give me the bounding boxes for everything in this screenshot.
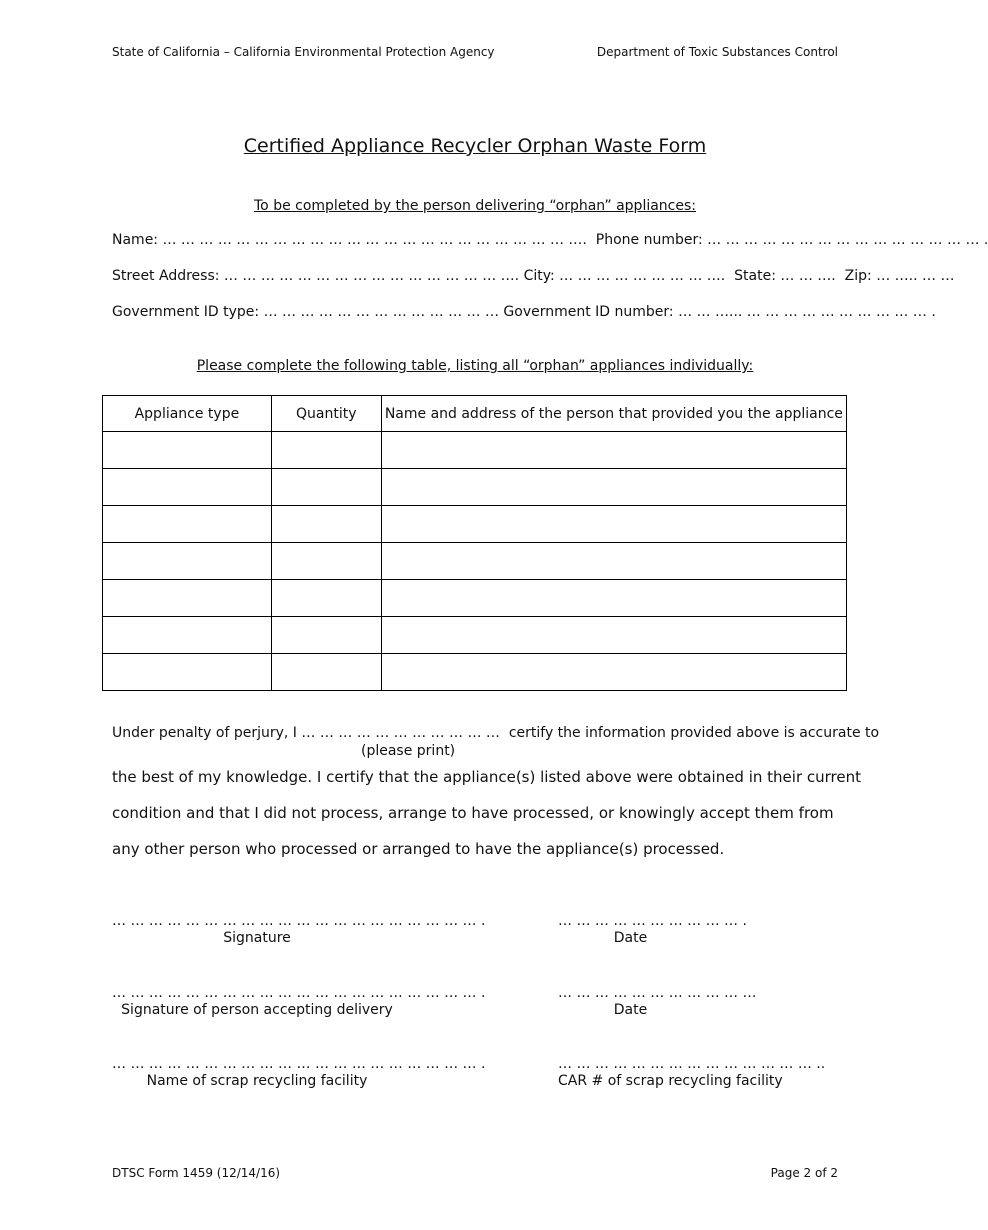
- table-row: [103, 469, 847, 506]
- appliance-type-cell[interactable]: [103, 543, 272, 580]
- signature-label: Signature: [223, 930, 291, 946]
- appliance-type-cell[interactable]: [103, 469, 272, 506]
- street-label: Street Address:: [112, 268, 220, 284]
- appliance-type-cell[interactable]: [103, 432, 272, 469]
- section2-heading: Please complete the following table, listing all “orphan” appliances individually:: [196, 358, 754, 374]
- certification-line-4: any other person who processed or arranged to have the appliance(s) processed.: [112, 840, 725, 858]
- gov-id-number-label: Government ID number:: [503, 304, 674, 320]
- table-row: [103, 506, 847, 543]
- table-row: [103, 654, 847, 691]
- name-label: Name:: [112, 232, 159, 248]
- column-header-appliance-type: Appliance type: [103, 396, 272, 432]
- gov-id-type-field[interactable]: … … … … … … … … … … … … …: [263, 304, 499, 320]
- facility-name-field[interactable]: … … … … … … … … … … … … … … … … … … … … .: [112, 1056, 486, 1072]
- state-field[interactable]: … … ….: [780, 268, 836, 284]
- quantity-cell[interactable]: [271, 617, 381, 654]
- zip-field[interactable]: … ….. … …: [876, 268, 955, 284]
- date-field-1[interactable]: … … … … … … … … … … .: [558, 913, 747, 929]
- provider-cell[interactable]: [381, 432, 846, 469]
- appliance-type-cell[interactable]: [103, 654, 272, 691]
- table-row: [103, 617, 847, 654]
- appliance-type-cell[interactable]: [103, 617, 272, 654]
- accepting-signature-label: Signature of person accepting delivery: [121, 1002, 393, 1018]
- header-agency: State of California – California Environmental Protection Agency: [112, 45, 495, 59]
- provider-cell[interactable]: [381, 469, 846, 506]
- date-field-2[interactable]: … … … … … … … … … … …: [558, 985, 757, 1001]
- provider-cell[interactable]: [381, 543, 846, 580]
- date-label-1: Date: [613, 930, 648, 946]
- page-number: Page 2 of 2: [770, 1166, 838, 1180]
- appliance-type-cell[interactable]: [103, 580, 272, 617]
- quantity-cell[interactable]: [271, 543, 381, 580]
- table-header-row: [103, 396, 847, 432]
- provider-cell[interactable]: [381, 617, 846, 654]
- header-department: Department of Toxic Substances Control: [596, 45, 838, 59]
- government-id-line: [112, 304, 936, 320]
- phone-label: Phone number:: [595, 232, 703, 248]
- provider-cell[interactable]: [381, 654, 846, 691]
- section1-heading: To be completed by the person delivering “orphan” appliances:: [254, 198, 696, 214]
- certification-line-1: Under penalty of perjury, I … … … … … … … … … … … certify the information provided above is accurate to: [112, 725, 880, 741]
- print-name-field[interactable]: … … … … … … … … … … …: [301, 725, 500, 741]
- zip-label: Zip:: [844, 268, 872, 284]
- phone-field[interactable]: … … … … … … … … … … … … … … … .: [707, 232, 988, 248]
- quantity-cell[interactable]: [271, 432, 381, 469]
- table-row: [103, 432, 847, 469]
- name-field[interactable]: … … … … … … … … … … … … … … … … … … … … … … ….: [162, 232, 587, 248]
- street-field[interactable]: … … … … … … … … … … … … … … … ….: [223, 268, 520, 284]
- state-label: State:: [734, 268, 776, 284]
- form-number: DTSC Form 1459 (12/14/16): [112, 1166, 281, 1180]
- city-label: City:: [523, 268, 555, 284]
- appliance-table: [102, 395, 847, 691]
- signature-field[interactable]: … … … … … … … … … … … … … … … … … … … … .: [112, 913, 486, 929]
- car-number-label: CAR # of scrap recycling facility: [558, 1073, 783, 1089]
- column-header-provider: Name and address of the person that provided you the appliance: [381, 396, 846, 432]
- address-line: [112, 268, 954, 284]
- please-print-note: (please print): [361, 743, 456, 759]
- gov-id-type-label: Government ID type:: [112, 304, 260, 320]
- quantity-cell[interactable]: [271, 654, 381, 691]
- quantity-cell[interactable]: [271, 580, 381, 617]
- quantity-cell[interactable]: [271, 506, 381, 543]
- quantity-cell[interactable]: [271, 469, 381, 506]
- date-label-2: Date: [613, 1002, 648, 1018]
- car-number-field[interactable]: … … … … … … … … … … … … … … ..: [558, 1056, 826, 1072]
- certification-line-3: condition and that I did not process, arrange to have processed, or knowingly accept them from: [112, 804, 834, 822]
- facility-name-label: Name of scrap recycling facility: [146, 1073, 368, 1089]
- city-field[interactable]: … … … … … … … … ….: [559, 268, 726, 284]
- form-title: Certified Appliance Recycler Orphan Waste Form: [243, 135, 707, 157]
- certification-line-2: the best of my knowledge. I certify that the appliance(s) listed above were obtained in their current: [112, 768, 861, 786]
- accepting-signature-field[interactable]: … … … … … … … … … … … … … … … … … … … … .: [112, 985, 486, 1001]
- column-header-quantity: Quantity: [271, 396, 381, 432]
- provider-cell[interactable]: [381, 506, 846, 543]
- name-phone-line: [112, 232, 988, 248]
- table-row: [103, 580, 847, 617]
- provider-cell[interactable]: [381, 580, 846, 617]
- appliance-type-cell[interactable]: [103, 506, 272, 543]
- table-row: [103, 543, 847, 580]
- gov-id-number-field[interactable]: … … …... … … … … … … … … … … .: [678, 304, 936, 320]
